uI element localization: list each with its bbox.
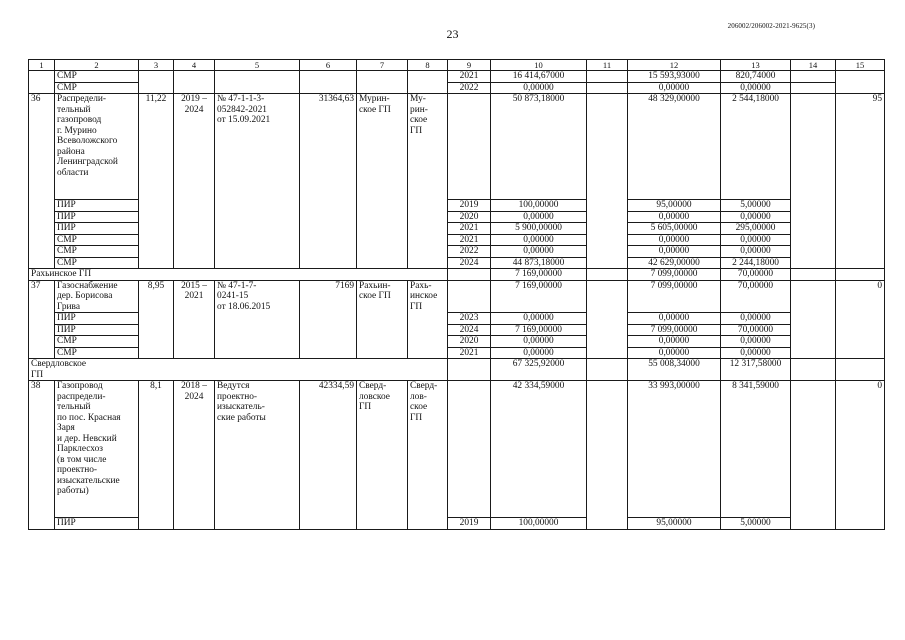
cell-no: 36	[29, 94, 55, 269]
table-row	[29, 82, 885, 94]
cell-amount-13: 12 317,58000	[721, 359, 791, 381]
cell-no: 38	[29, 381, 55, 530]
cell-amount-12: 0,00000	[628, 82, 721, 94]
table-row	[29, 381, 885, 518]
cell-amount-13: 0,00000	[721, 211, 791, 223]
cell-amount-total: 42 334,59000	[491, 381, 587, 518]
cell-amount-total: 0,00000	[491, 246, 587, 258]
cell-year: 2020	[448, 211, 491, 223]
cell-period: 2019 – 2024	[174, 94, 215, 269]
table-row-subtotal	[29, 269, 885, 281]
cell-name: Распредели- тельный газопровод г. Мурино Всеволожского района Ленинградской области	[55, 94, 139, 200]
col-header: 7	[357, 60, 408, 71]
cell-name: ПИР	[55, 324, 139, 336]
cell-name: Газоснабжение дер. Борисова Грива	[55, 280, 139, 313]
cell-name: СМР	[55, 246, 139, 258]
table-row	[29, 71, 885, 83]
cell-amount-total: 5 900,00000	[491, 223, 587, 235]
cell-amount-12: 33 993,00000	[628, 381, 721, 518]
col-header: 6	[300, 60, 357, 71]
cell-settlement: Рахь- инское ГП	[408, 280, 448, 359]
cell-amount-13: 70,00000	[721, 280, 791, 313]
table-row-subtotal	[29, 359, 885, 381]
cell-name: СМР	[55, 336, 139, 348]
col-header: 15	[836, 60, 885, 71]
cell-name: ПИР	[55, 518, 139, 530]
col-header: 12	[628, 60, 721, 71]
cell-amount-total: 7 169,00000	[491, 280, 587, 313]
cell-expertise: № 47-1-1-3- 052842-2021 от 15.09.2021	[215, 94, 300, 269]
cell-amount-13: 0,00000	[721, 234, 791, 246]
cell-period: 2018 – 2024	[174, 381, 215, 530]
cell-amount-13: 2 244,18000	[721, 257, 791, 269]
cell-amount-12: 7 099,00000	[628, 324, 721, 336]
cell-amount-total: 0,00000	[491, 82, 587, 94]
cell-amount-total: 0,00000	[491, 347, 587, 359]
col-header: 5	[215, 60, 300, 71]
cell-amount-13: 0,00000	[721, 336, 791, 348]
cell-amount-12: 55 008,34000	[628, 359, 721, 381]
cell-cost: 7169	[300, 280, 357, 359]
cell-municipality: Сверд- ловское ГП	[357, 381, 408, 530]
col-header: 10	[491, 60, 587, 71]
cell-year: 2021	[448, 223, 491, 235]
cell-year: 2019	[448, 518, 491, 530]
cell-amount-12: 95,00000	[628, 518, 721, 530]
cell-amount-total: 44 873,18000	[491, 257, 587, 269]
col-header: 8	[408, 60, 448, 71]
cell-length: 11,22	[139, 94, 174, 269]
col-header: 14	[791, 60, 836, 71]
cell-amount-13: 0,00000	[721, 82, 791, 94]
col-header: 9	[448, 60, 491, 71]
cell-year: 2024	[448, 324, 491, 336]
cell-expertise: Ведутся проектно- изыскатель- ские работы	[215, 381, 300, 530]
cell-amount-12: 0,00000	[628, 246, 721, 258]
cell-amount-13: 295,00000	[721, 223, 791, 235]
cell-amount-13: 0,00000	[721, 246, 791, 258]
cell-length: 8,95	[139, 280, 174, 359]
cell-amount-12: 0,00000	[628, 211, 721, 223]
cell-amount-total: 50 873,18000	[491, 94, 587, 200]
cell-col15: 0	[836, 280, 885, 359]
cell-amount-12: 0,00000	[628, 313, 721, 325]
cell-name: СМР	[55, 71, 139, 83]
cell-amount-12: 5 605,00000	[628, 223, 721, 235]
cell-amount-13: 5,00000	[721, 518, 791, 530]
cell-amount-13: 0,00000	[721, 313, 791, 325]
cell-settlement: Сверд- лов- ское ГП	[408, 381, 448, 530]
cell-year: 2020	[448, 336, 491, 348]
cell-amount-total: 100,00000	[491, 200, 587, 212]
col-header: 13	[721, 60, 791, 71]
cell-amount-12: 15 593,93000	[628, 71, 721, 83]
cell-amount-12: 0,00000	[628, 234, 721, 246]
cell-amount-13: 70,00000	[721, 269, 791, 281]
cell-amount-13: 5,00000	[721, 200, 791, 212]
cell-year: 2023	[448, 313, 491, 325]
budget-table	[28, 59, 885, 530]
cell-year: 2022	[448, 82, 491, 94]
cell-name: ПИР	[55, 313, 139, 325]
cell-no	[29, 71, 55, 83]
cell-length: 8,1	[139, 381, 174, 530]
cell-name: СМР	[55, 234, 139, 246]
cell-year: 2019	[448, 200, 491, 212]
column-header-row	[29, 60, 885, 71]
cell-amount-12: 0,00000	[628, 347, 721, 359]
cell-settlement: Му- рин- ское ГП	[408, 94, 448, 269]
cell-amount-13: 820,74000	[721, 71, 791, 83]
cell-name: Свердловское ГП	[29, 359, 448, 381]
cell-name: Рахьинское ГП	[29, 269, 448, 281]
cell-amount-12: 42 629,00000	[628, 257, 721, 269]
cell-amount-total: 0,00000	[491, 313, 587, 325]
cell-name: ПИР	[55, 211, 139, 223]
cell-amount-13: 0,00000	[721, 347, 791, 359]
cell-name: СМР	[55, 257, 139, 269]
cell-amount-total: 0,00000	[491, 336, 587, 348]
cell-amount-total: 0,00000	[491, 234, 587, 246]
cell-municipality: Рахьин- ское ГП	[357, 280, 408, 359]
cell-year: 2022	[448, 246, 491, 258]
cell-amount-12: 7 099,00000	[628, 269, 721, 281]
cell-amount-12: 0,00000	[628, 336, 721, 348]
page-number: 23	[446, 27, 459, 41]
col-header: 11	[587, 60, 628, 71]
cell-name: ПИР	[55, 223, 139, 235]
cell-amount-total: 7 169,00000	[491, 324, 587, 336]
cell-name: ПИР	[55, 200, 139, 212]
cell-year: 2021	[448, 234, 491, 246]
cell-year: 2021	[448, 347, 491, 359]
cell-col15: 0	[836, 381, 885, 530]
col-header: 1	[29, 60, 55, 71]
cell-period: 2015 – 2021	[174, 280, 215, 359]
cell-amount-total: 7 169,00000	[491, 269, 587, 281]
cell-amount-12: 95,00000	[628, 200, 721, 212]
table-row	[29, 280, 885, 313]
cell-amount-13: 8 341,59000	[721, 381, 791, 518]
document-code: 206002/206002-2021-9625(3)	[727, 22, 815, 30]
cell-year: 2021	[448, 71, 491, 83]
cell-name: Газопровод распредели- тельный по пос. Красная Заря и дер. Невский Парклесхоз (в том числе проектно- изыскательские работы)	[55, 381, 139, 518]
col-header: 3	[139, 60, 174, 71]
cell-amount-total: 67 325,92000	[491, 359, 587, 381]
cell-amount-13: 70,00000	[721, 324, 791, 336]
cell-expertise: № 47-1-7- 0241-15 от 18.06.2015	[215, 280, 300, 359]
cell-no: 37	[29, 280, 55, 359]
cell-amount-12: 48 329,00000	[628, 94, 721, 200]
cell-amount-13: 2 544,18000	[721, 94, 791, 200]
cell-municipality: Мурин- ское ГП	[357, 94, 408, 269]
cell-amount-total: 100,00000	[491, 518, 587, 530]
table-row	[29, 94, 885, 200]
cell-amount-12: 7 099,00000	[628, 280, 721, 313]
col-header: 4	[174, 60, 215, 71]
cell-amount-total: 0,00000	[491, 211, 587, 223]
cell-col15: 95	[836, 94, 885, 269]
cell-cost: 42334,59	[300, 381, 357, 530]
cell-cost: 31364,63	[300, 94, 357, 269]
cell-name: СМР	[55, 347, 139, 359]
cell-name: СМР	[55, 82, 139, 94]
cell-amount-total: 16 414,67000	[491, 71, 587, 83]
col-header: 2	[55, 60, 139, 71]
cell-year: 2024	[448, 257, 491, 269]
